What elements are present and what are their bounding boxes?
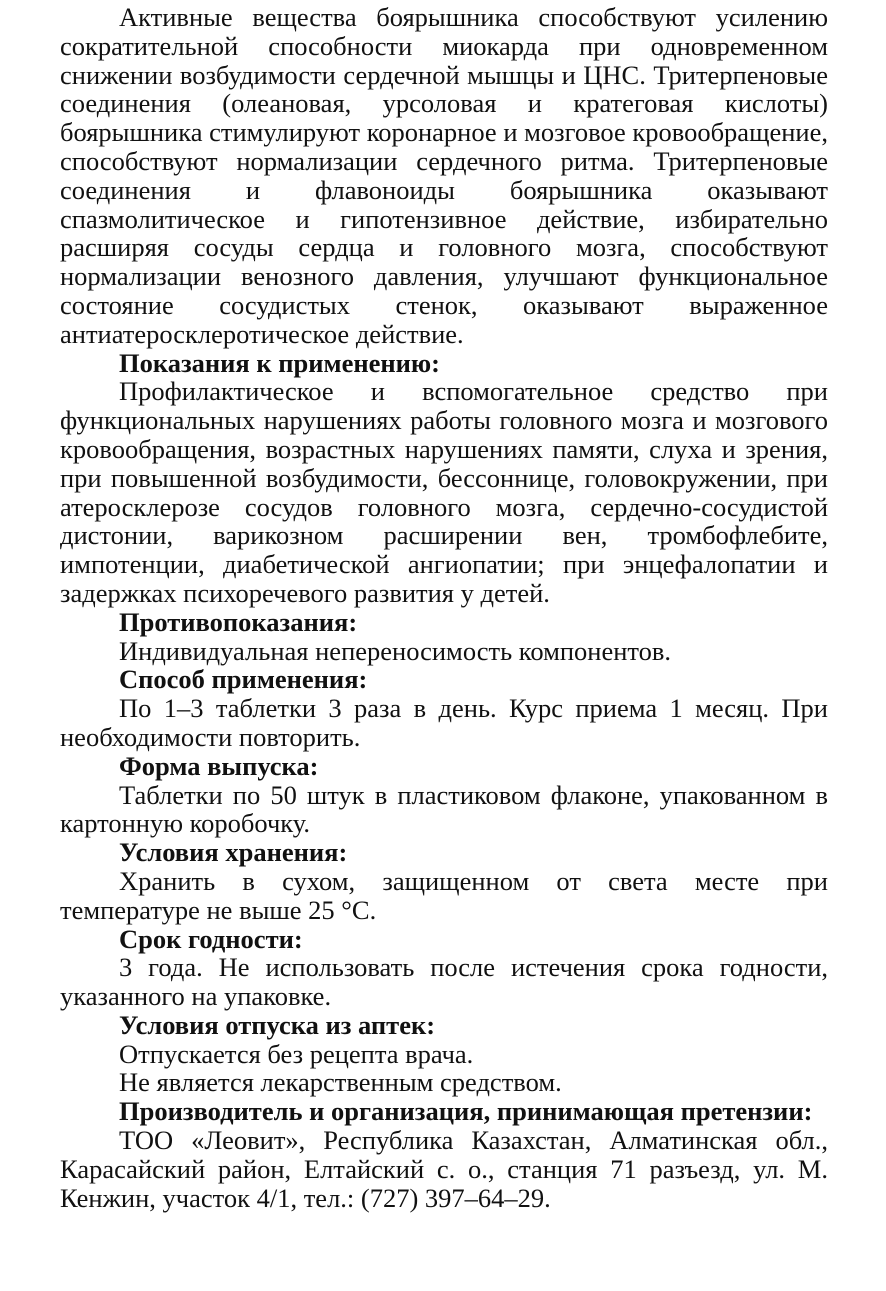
dispensing-note: Не является лекарственным средством. (119, 1067, 562, 1098)
indications-text: Профилактическое и вспомогательное средство при функциональных нарушениях работы головного мозга и мозгового кровообращения, возрастных нарушениях памяти, слуха и зрения, при повышенной возбудимости, бессоннице, головокружении, при атеросклерозе сосудов головного мозга, сердечно-сосудистой дистонии, варикозном расширении вен, тромбофлебите, импотенции, диабетической ангиопатии; при энцефалопатии и задержках психоречевого развития у детей. (60, 376, 828, 608)
dispensing-heading: Условия отпуска из аптек: (119, 1009, 436, 1040)
contraindications-text: Индивидуальная непереносимость компонентов. (119, 635, 672, 666)
intro-paragraph: Активные вещества боярышника способствуют усилению сократительной способности миокарда при одновременном снижении возбудимости сердечной мышцы и ЦНС. Тритерпеновые соединения (олеановая, урсоловая и кратеговая кислоты) боярышника стимулируют коронарное и мозговое кровообращение, способствуют нормализации сердечного ритма. Тритерпеновые соединения и флавоноиды боярышника оказывают спазмолитическое и гипотензивное действие, избирательно расширяя сосуды сердца и головного мозга, способствуют нормализации венозного давления, улучшают функциональное состояние сосудистых стенок, оказывают выраженное антиатеросклеротическое действие. (60, 2, 828, 349)
usage-heading: Способ применения: (119, 664, 368, 695)
manufacturer-heading: Производитель и организация, принимающая претензии: (119, 1096, 813, 1127)
release-form-heading: Форма выпуска: (119, 750, 319, 781)
usage-text: По 1–3 таблетки 3 раза в день. Курс приема 1 месяц. При необходимости повторить. (60, 693, 828, 752)
manufacturer-text: ТОО «Леовит», Республика Казахстан, Алматинская обл., Карасайский район, Елтайский с. о., станция 71 разъезд, ул. М. Кенжин, участок 4/1, тел.: (727) 397–64–29. (60, 1125, 828, 1213)
storage-text: Хранить в сухом, защищенном от света месте при температуре не выше 25 °С. (60, 865, 828, 925)
shelf-life-text: 3 года. Не использовать после истечения срока годности, указанного на упаковке. (60, 952, 828, 1012)
contraindications-heading: Противопоказания: (119, 606, 358, 637)
shelf-life-heading: Срок годности: (119, 923, 303, 954)
indications-heading: Показания к применению: (119, 347, 441, 378)
storage-heading: Условия хранения: (119, 837, 348, 868)
document-page (60, 3, 828, 1212)
dispensing-text: Отпускается без рецепта врача. (119, 1038, 474, 1069)
release-form-text: Таблетки по 50 штук в пластиковом флаконе, упакованном в картонную коробочку. (60, 779, 828, 839)
